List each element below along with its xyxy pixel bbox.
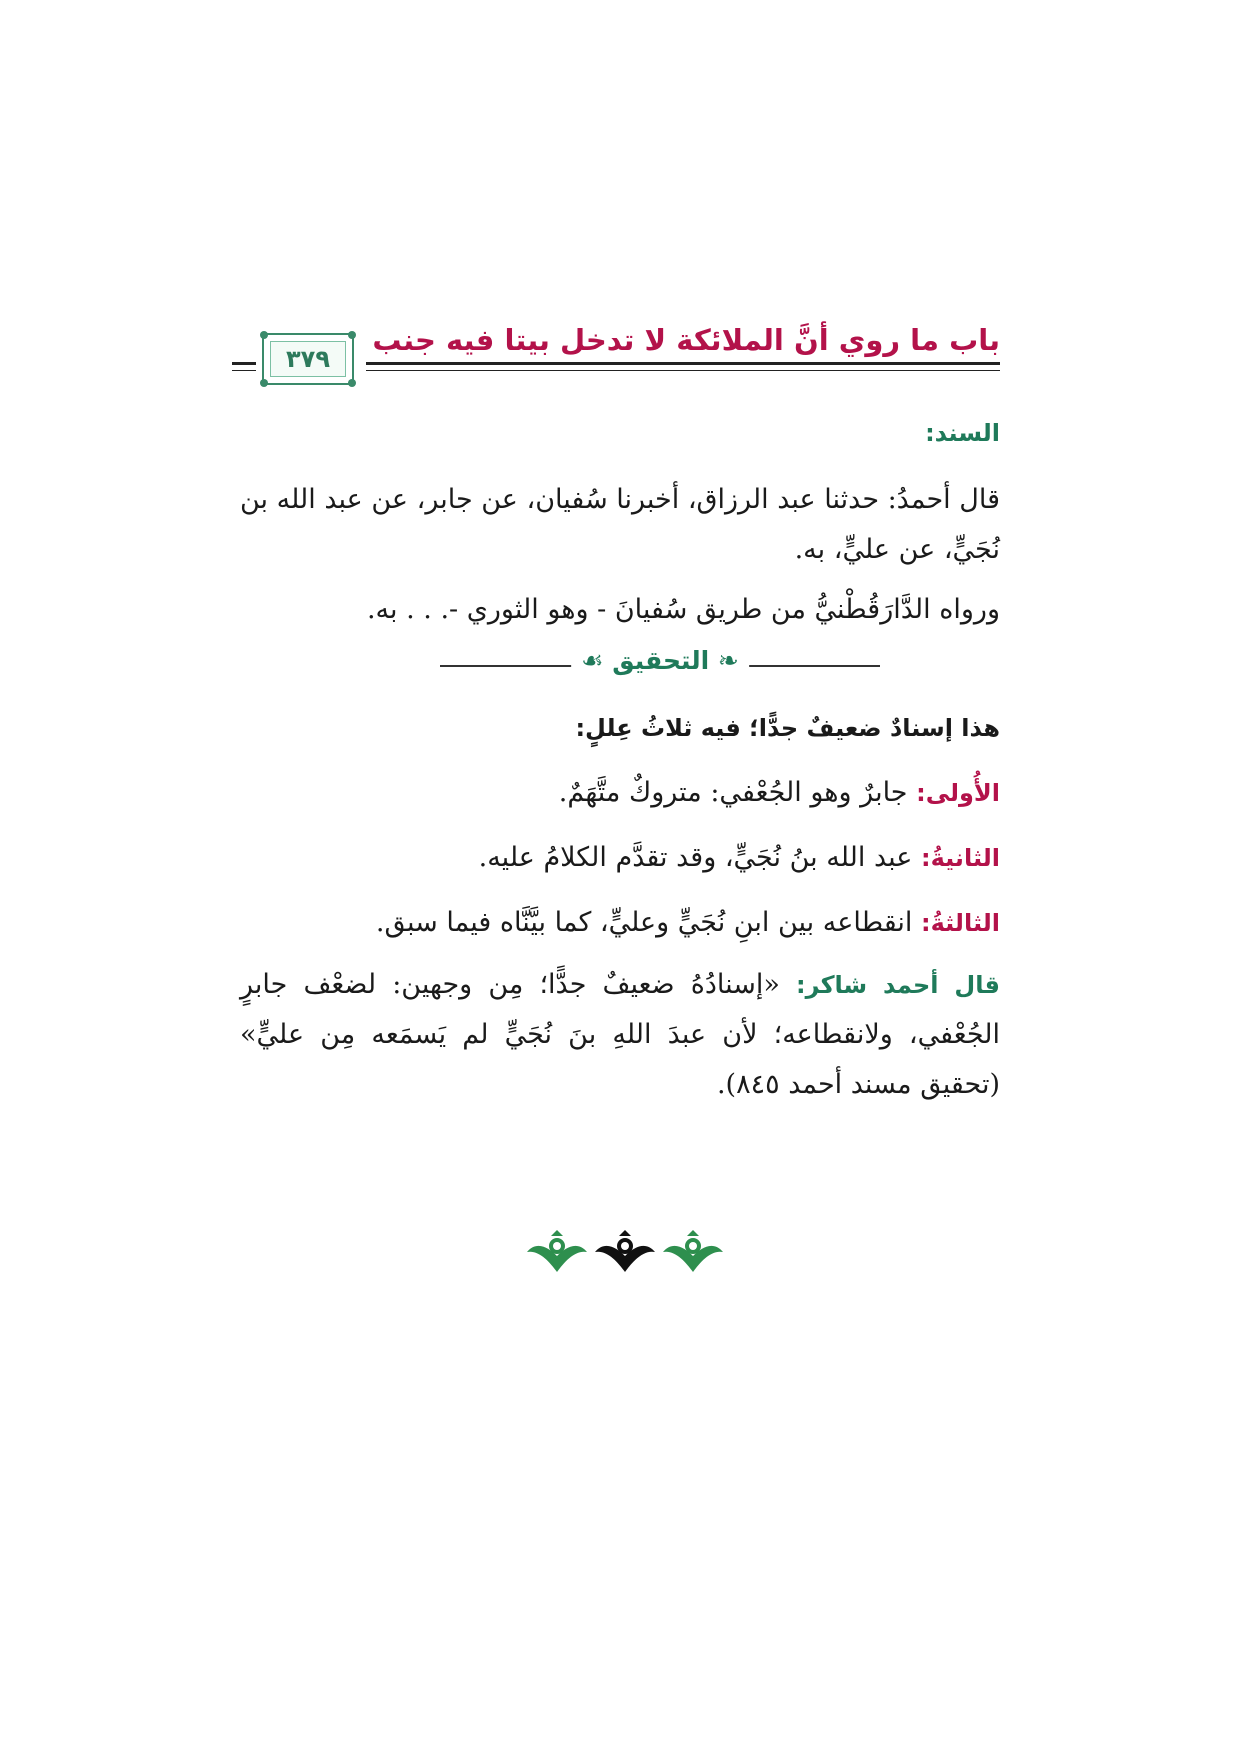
divider-ornament-icon: ☙ <box>581 646 613 675</box>
page-number-frame <box>270 341 346 377</box>
sanad-heading-row <box>240 408 1000 458</box>
header-rule-right-thin <box>366 370 1000 371</box>
chapter-title: باب ما روي أنَّ الملائكة لا تدخل بيتا فيه جنب <box>372 323 1000 357</box>
badge-corner-ornament <box>260 331 268 339</box>
page-number-badge <box>262 333 354 385</box>
badge-corner-ornament <box>348 331 356 339</box>
illa-first-label: الأُولى: <box>916 779 1000 807</box>
header-rule-left <box>232 362 256 365</box>
divider-ornament-icon: ❧ <box>709 646 739 675</box>
illa-first-text: جابرٌ وهو الجُعْفي: متروكٌ متَّهَمٌ. <box>558 777 917 808</box>
shakir-quote <box>240 960 1000 1110</box>
header-rule-left-thin <box>232 370 256 371</box>
sanad-paragraph-1: قال أحمدُ: حدثنا عبد الرزاق، أخبرنا سُفيان، عن جابر، عن عبد الله بن نُجَيٍّ، عن عليٍّ، به. <box>239 484 1000 565</box>
end-ornament-icon <box>525 1228 725 1280</box>
illa-second <box>240 833 1000 883</box>
illa-first <box>240 768 1000 818</box>
illa-third-text: انقطاعه بين ابنِ نُجَيٍّ وعليٍّ، كما بيَّنَّاه فيما سبق. <box>375 907 921 938</box>
illa-second-text: عبد الله بنُ نُجَيٍّ، وقد تقدَّم الكلامُ عليه. <box>478 842 921 873</box>
shakir-quote-label: قال أحمد شاكر: <box>796 971 1000 999</box>
sanad-heading: السند: <box>925 419 1000 447</box>
illa-third <box>240 898 1000 948</box>
shakir-quote-text: «إسنادُهُ ضعيفٌ جدًّا؛ مِن وجهين: لضعْف جابرٍ الجُعْفي، ولانقطاعه؛ لأن عبدَ اللهِ بنَ نُجَيٍّ لم يَسمَعه مِن عليٍّ» (تحقيق مسند أحمد ٨٤٥). <box>240 969 1000 1100</box>
badge-corner-ornament <box>348 379 356 387</box>
page-number: ٣٧٩ <box>286 345 330 373</box>
tahqiq-heading: ❧ التحقيق ☙ <box>571 646 749 675</box>
illa-third-label: الثالثةُ: <box>920 909 1000 937</box>
header-rule-right <box>366 362 1000 365</box>
sanad-paragraph-2: ورواه الدَّارَقُطْنيُّ من طريق سُفيانَ - وهو الثوري -. . . به. <box>366 594 1000 625</box>
tahqiq-intro-row <box>240 703 1000 753</box>
badge-corner-ornament <box>260 379 268 387</box>
tahqiq-divider <box>440 646 880 680</box>
tahqiq-intro: هذا إسنادٌ ضعيفٌ جدًّا؛ فيه ثلاثُ عِللٍ: <box>575 714 1000 742</box>
illa-second-label: الثانيةُ: <box>920 844 1000 872</box>
